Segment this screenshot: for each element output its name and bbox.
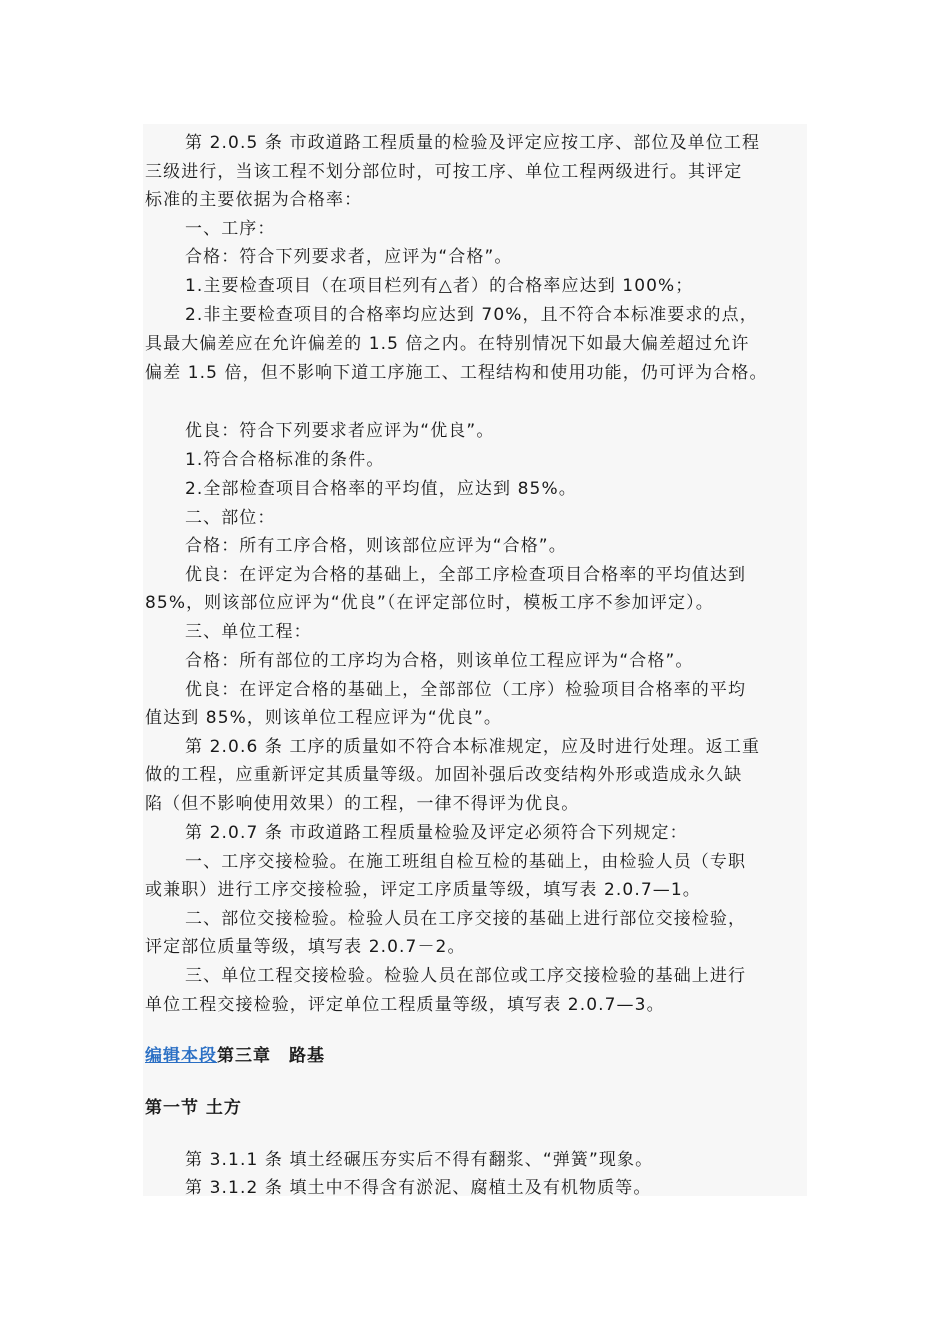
section-title: 第一节 土方 [145, 1098, 242, 1118]
article-2-0-6-line: 第 2.0.6 条 工序的质量如不符合本标准规定，应及时进行处理。返工重 [185, 737, 761, 757]
article-3-1-1-line: 第 3.1.1 条 填土经碾压夯实后不得有翻浆、“弹簧”现象。 [185, 1150, 654, 1170]
edit-section-link[interactable]: 编辑本段 [145, 1046, 217, 1066]
paragraph-line: 偏差 1.5 倍，但不影响下道工序施工、工程结构和使用功能，仍可评为合格。 [145, 363, 768, 383]
paragraph-line: 三级进行，当该工程不划分部位时，可按工序、单位工程两级进行。其评定 [145, 162, 743, 182]
paragraph-line: 陷（但不影响使用效果）的工程，一律不得评为优良。 [145, 794, 580, 814]
article-2-0-7-line: 第 2.0.7 条 市政道路工程质量检验及评定必须符合下列规定： [185, 823, 688, 843]
subheading-part: 二、部位： [185, 508, 276, 528]
list-item: 2.全部检查项目合格率的平均值，应达到 85%。 [185, 479, 577, 499]
subheading-unit-project: 三、单位工程： [185, 622, 312, 642]
paragraph-line: 或兼职）进行工序交接检验，评定工序质量等级，填写表 2.0.7—1。 [145, 880, 701, 900]
paragraph-line: 单位工程交接检验，评定单位工程质量等级，填写表 2.0.7—3。 [145, 995, 665, 1015]
paragraph-line: 合格：所有工序合格，则该部位应评为“合格”。 [185, 536, 567, 556]
paragraph-line: 优良：在评定为合格的基础上，全部工序检查项目合格率的平均值达到 [185, 565, 747, 585]
paragraph-line: 值达到 85%，则该单位工程应评为“优良”。 [145, 708, 503, 728]
paragraph-line: 具最大偏差应在允许偏差的 1.5 倍之内。在特别情况下如最大偏差超过允许 [145, 334, 750, 354]
subheading-process: 一、工序： [185, 219, 276, 239]
paragraph-line: 85%，则该部位应评为“优良”（在评定部位时，模板工序不参加评定）。 [145, 593, 714, 613]
paragraph-line: 评定部位质量等级，填写表 2.0.7－2。 [145, 937, 466, 957]
list-item: 1.主要检查项目（在项目栏列有△者）的合格率应达到 100%； [185, 276, 694, 296]
article-2-0-5-line: 第 2.0.5 条 市政道路工程质量的检验及评定应按工序、部位及单位工程 [185, 133, 761, 153]
chapter-title: 第三章 路基 [217, 1046, 325, 1066]
article-3-1-2-line: 第 3.1.2 条 填土中不得含有淤泥、腐植土及有机物质等。 [185, 1178, 652, 1198]
paragraph-line: 二、部位交接检验。检验人员在工序交接的基础上进行部位交接检验， [185, 909, 747, 929]
paragraph-line: 合格：符合下列要求者，应评为“合格”。 [185, 247, 513, 267]
paragraph-line: 一、工序交接检验。在施工班组自检互检的基础上，由检验人员（专职 [185, 852, 747, 872]
chapter-heading [145, 1045, 325, 1067]
paragraph-line: 优良：在评定合格的基础上，全部部位（工序）检验项目合格率的平均 [185, 680, 747, 700]
paragraph-line: 三、单位工程交接检验。检验人员在部位或工序交接检验的基础上进行 [185, 966, 747, 986]
paragraph-line: 做的工程，应重新评定其质量等级。加固补强后改变结构外形或造成永久缺 [145, 765, 743, 785]
paragraph-line: 优良：符合下列要求者应评为“优良”。 [185, 421, 495, 441]
paragraph-line: 合格：所有部位的工序均为合格，则该单位工程应评为“合格”。 [185, 651, 694, 671]
list-item: 2.非主要检查项目的合格率均应达到 70%，且不符合本标准要求的点， [185, 305, 758, 325]
list-item: 1.符合合格标准的条件。 [185, 450, 385, 470]
paragraph-line: 标准的主要依据为合格率： [145, 190, 363, 210]
